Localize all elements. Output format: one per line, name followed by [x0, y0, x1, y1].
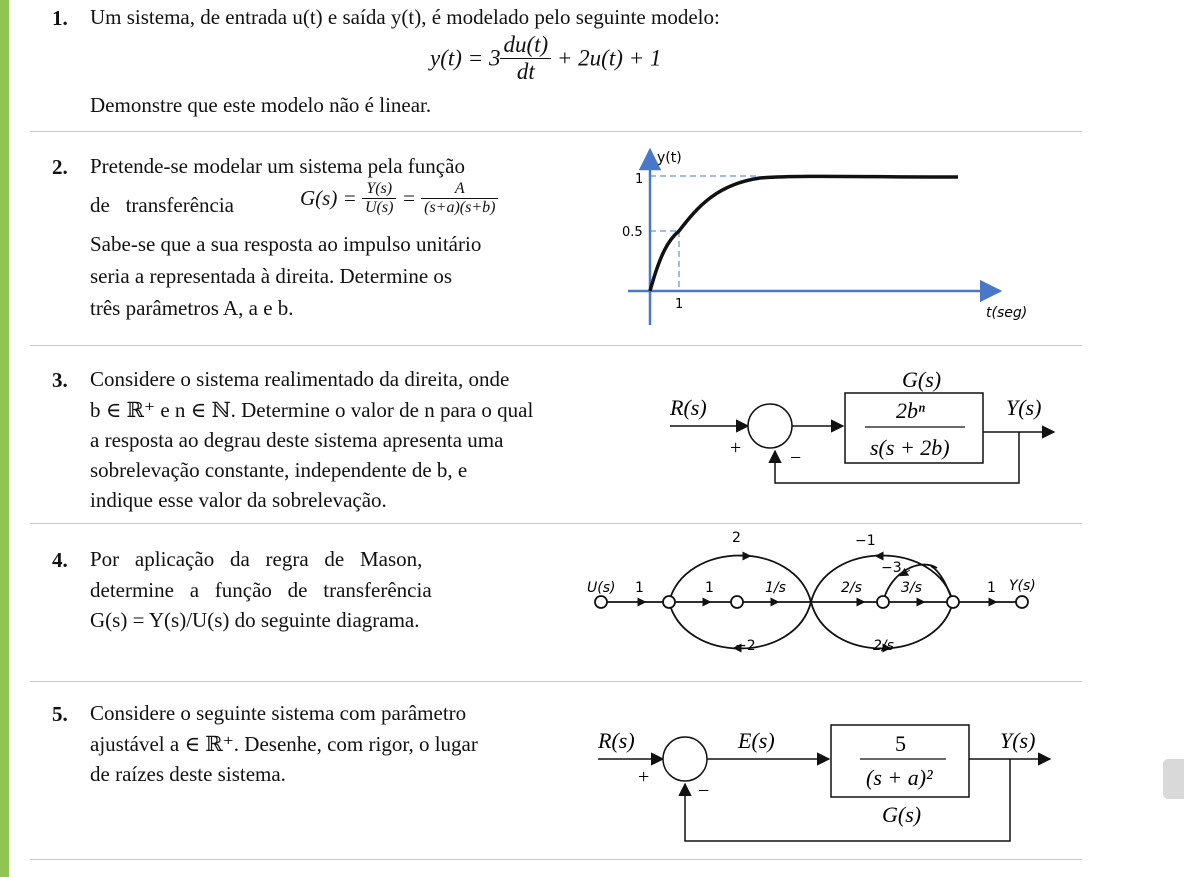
q3-block-den: s(s + 2b) [870, 435, 950, 460]
q4-node-1 [663, 596, 675, 608]
q2-transfer-function [300, 180, 498, 217]
q3-line3: a resposta ao degrau deste sistema apresenta uma [90, 428, 504, 452]
q5-line1: Considere o seguinte sistema com parâmetro [90, 701, 467, 725]
separator-3 [30, 523, 1082, 524]
q3-block-num: 2bⁿ [896, 398, 925, 423]
q2-ytick-1: 1 [635, 172, 644, 187]
separator-5 [30, 859, 1082, 860]
q2-line3: Sabe-se que a sua resposta ao impulso unitário [90, 232, 482, 256]
left-accent-bar [0, 0, 9, 877]
q4-gain-3: 1/s [765, 580, 786, 596]
q4-node-4 [947, 596, 959, 608]
q4-number: 4. [52, 548, 68, 572]
q2-line4: seria a representada à direita. Determine os [90, 264, 453, 288]
q2-ytick-05: 0.5 [622, 225, 643, 240]
q5-line2: ajustável a ∈ ℝ⁺. Desenhe, com rigor, o lugar [90, 732, 478, 756]
q1-eq-rhs: + 2u(t) + 1 [556, 45, 662, 71]
q5-error-label: E(s) [738, 728, 775, 753]
q4-gain-5: 3/s [901, 580, 922, 596]
q5-output-label: Y(s) [1000, 728, 1036, 753]
q5-block-den: (s + a)² [866, 765, 933, 790]
q1-eq-den: dt [516, 59, 535, 84]
separator-2 [30, 345, 1082, 346]
q4-signal-flow-graph [575, 528, 1055, 668]
q2-line1: Pretende-se modelar um sistema pela função [90, 154, 465, 178]
q4-node-2 [731, 596, 743, 608]
q3-number: 3. [52, 368, 68, 392]
q4-gain-4: 2/s [841, 580, 862, 596]
q4-node-output [1016, 596, 1028, 608]
q2-line2: de transferência [90, 193, 234, 217]
q4-gain-top-right: −1 [855, 533, 876, 549]
separator-4 [30, 681, 1082, 682]
q2-gs-lhs: G(s) = [300, 186, 357, 210]
q5-summing-junction [663, 737, 707, 781]
q2-gs-num1: Y(s) [362, 180, 396, 199]
q5-block-num: 5 [895, 731, 906, 756]
q5-plus-sign: + [638, 766, 650, 788]
q4-gain-1: 1 [635, 580, 644, 596]
q3-line1: Considere o sistema realimentado da direita, onde [90, 367, 510, 391]
q2-gs-den2: (s+a)(s+b) [424, 199, 496, 216]
q5-input-label: R(s) [598, 728, 635, 753]
q2-xtick-1: 1 [675, 297, 684, 312]
q3-block-diagram [660, 360, 1080, 495]
q4-input-label: U(s) [587, 580, 616, 596]
q3-line5: indique esse valor da sobrelevação. [90, 488, 387, 512]
q5-number: 5. [52, 702, 68, 726]
q2-number: 2. [52, 155, 68, 179]
q2-ylabel: y(t) [657, 150, 682, 166]
q4-gain-bottom-right: 2/s [873, 638, 894, 654]
q3-minus-sign: − [790, 447, 802, 469]
q1-eq-lhs: y(t) = 3 [430, 45, 501, 71]
q1-number: 1. [52, 6, 68, 30]
q2-response-curve [650, 176, 958, 291]
side-scroll-handle[interactable] [1163, 759, 1184, 799]
q3-line2: b ∈ ℝ⁺ e n ∈ ℕ. Determine o valor de n para o qual [90, 398, 534, 422]
q4-line2: determine a função de transferência [90, 578, 432, 602]
q4-output-label: Y(s) [1009, 578, 1036, 594]
q3-block-label: G(s) [902, 367, 942, 392]
q5-block-label: G(s) [882, 802, 922, 827]
q1-eq-num: du(t) [500, 32, 551, 59]
q4-gain-2: 1 [705, 580, 714, 596]
q5-block-diagram [590, 715, 1060, 850]
q1-equation [430, 32, 661, 85]
q2-impulse-response-plot [600, 140, 1060, 340]
q3-summing-junction [748, 404, 792, 448]
q3-input-label: R(s) [670, 395, 707, 420]
q2-xlabel: t(seg) [986, 305, 1028, 321]
q4-arc-top-left [669, 556, 811, 603]
q1-task: Demonstre que este modelo não é linear. [90, 93, 432, 117]
q5-minus-sign: − [698, 780, 710, 802]
q2-gs-eq: = [401, 186, 416, 210]
q4-line1: Por aplicação da regra de Mason, [90, 547, 423, 571]
q3-plus-sign: + [730, 437, 742, 459]
separator-1 [30, 131, 1082, 132]
q3-output-label: Y(s) [1006, 395, 1042, 420]
q2-gs-num2: A [421, 180, 498, 199]
q3-line4: sobrelevação constante, independente de b, e [90, 458, 468, 482]
q4-gain-top-left: 2 [732, 530, 741, 546]
q4-gain-inner-right: −3 [881, 560, 902, 576]
q4-node-3 [877, 596, 889, 608]
q1-statement: Um sistema, de entrada u(t) e saída y(t), é modelado pelo seguinte modelo: [90, 5, 720, 29]
q4-line3: G(s) = Y(s)/U(s) do seguinte diagrama. [90, 608, 420, 632]
q2-line5: três parâmetros A, a e b. [90, 296, 294, 320]
q2-gs-den1: U(s) [365, 199, 394, 216]
q4-node-input [595, 596, 607, 608]
q5-line3: de raízes deste sistema. [90, 762, 286, 786]
q4-gain-bottom-left: −2 [735, 638, 756, 654]
q4-gain-6: 1 [987, 580, 996, 596]
